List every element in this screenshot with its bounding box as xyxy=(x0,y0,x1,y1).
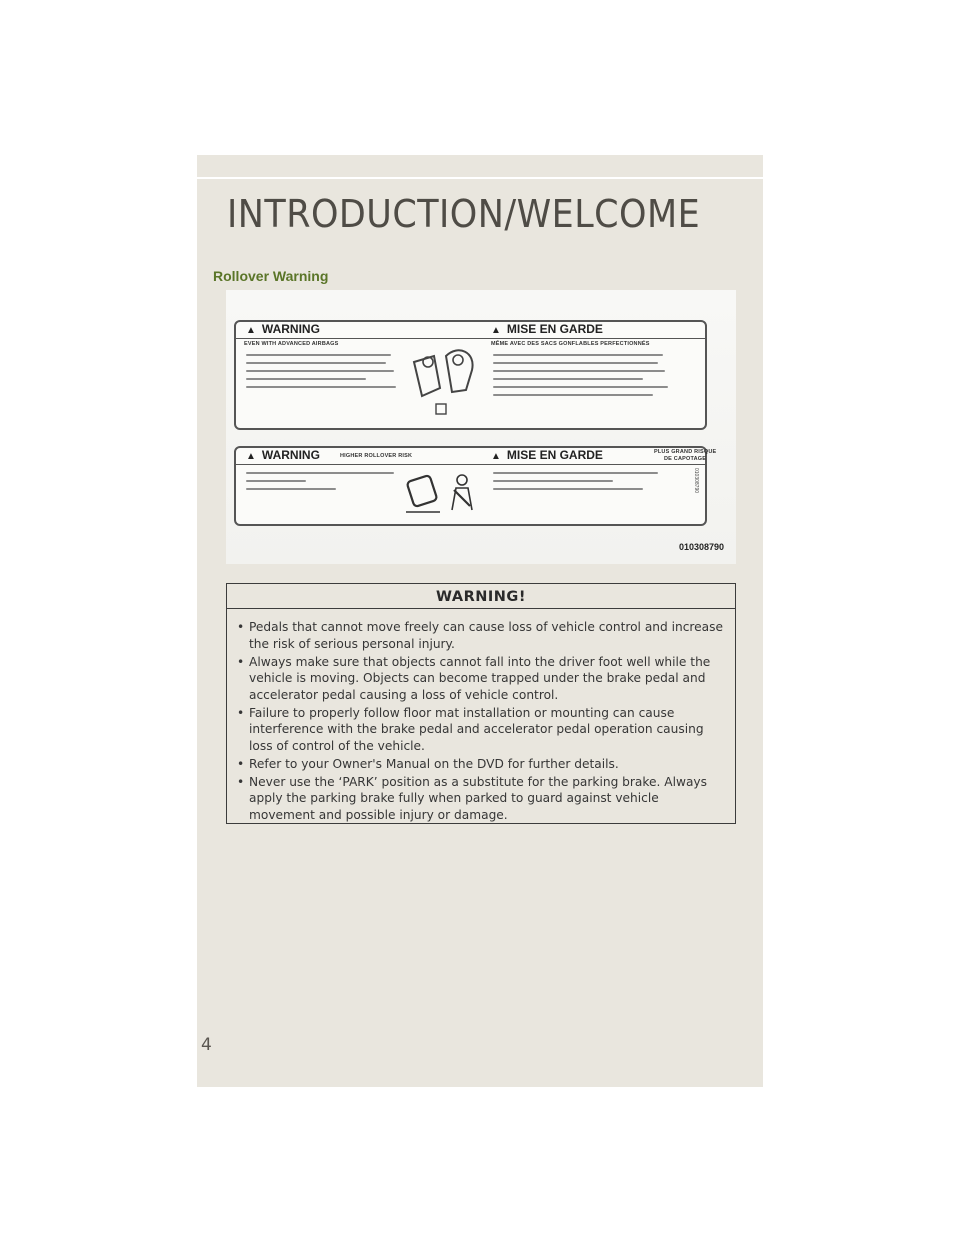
label-sub-fr-2: DE CAPOTAGE xyxy=(664,456,707,462)
label-sub-fr: PLUS GRAND RISQUE xyxy=(654,449,717,455)
label-header xyxy=(236,322,705,339)
warning-box xyxy=(226,583,736,824)
label-fr-text-lines xyxy=(493,472,663,496)
warning-label-image xyxy=(226,290,736,564)
warning-triangle-icon: ▲ xyxy=(491,451,501,462)
label-sub-fr: MÊME AVEC DES SACS GONFLABLES PERFECTIONNÉS xyxy=(491,341,650,347)
rollover-warning-heading: Rollover Warning xyxy=(213,268,329,284)
page-number: 4 xyxy=(201,1035,212,1055)
warning-triangle-icon: ▲ xyxy=(246,325,256,336)
warning-box-title: WARNING! xyxy=(227,584,735,609)
warning-triangle-icon: ▲ xyxy=(491,325,501,336)
warning-list xyxy=(227,609,735,823)
top-rule xyxy=(197,177,763,179)
label-image-code: 010308790 xyxy=(678,542,724,552)
rollover-seatbelt-icon xyxy=(404,470,484,516)
label-mise-title: ▲ MISE EN GARDE xyxy=(491,322,603,336)
label-warning-title: ▲ WARNING xyxy=(246,322,320,336)
warning-item: • Failure to properly follow floor mat installation or mounting can cause interference with the brake pedal and accelerator pedal operation causing loss of control of the vehicle. xyxy=(237,705,727,755)
label-fr-text-lines xyxy=(493,354,668,402)
label-sub-en: EVEN WITH ADVANCED AIRBAGS xyxy=(244,341,339,347)
airbag-warning-label xyxy=(234,320,707,430)
warning-triangle-icon: ▲ xyxy=(246,451,256,462)
child-seat-airbag-icon xyxy=(406,342,484,422)
label-warning-title: ▲ WARNING xyxy=(246,448,320,462)
label-sub-en: HIGHER ROLLOVER RISK xyxy=(340,453,413,459)
warning-item: • Never use the ‘PARK’ position as a substitute for the parking brake. Always apply the parking brake fully when parked to guard against vehicle movement and possible injury or damage. xyxy=(237,774,727,824)
warning-item: • Always make sure that objects cannot fall into the driver foot well while the vehicle is moving. Objects can become trapped under the brake pedal and accelerator pedal causing a loss of vehicle control. xyxy=(237,654,727,704)
label-en-text-lines xyxy=(246,354,396,394)
warning-item: • Pedals that cannot move freely can cause loss of vehicle control and increase the risk of serious personal injury. xyxy=(237,619,727,652)
label-mise-title: ▲ MISE EN GARDE xyxy=(491,448,603,462)
label-en-text-lines xyxy=(246,472,396,496)
section-title: INTRODUCTION/WELCOME xyxy=(227,192,701,236)
label-header xyxy=(236,448,717,465)
rollover-warning-label xyxy=(234,446,717,526)
warning-item: • Refer to your Owner's Manual on the DVD for further details. xyxy=(237,756,727,773)
label-side-code: 010308790 xyxy=(693,468,699,494)
